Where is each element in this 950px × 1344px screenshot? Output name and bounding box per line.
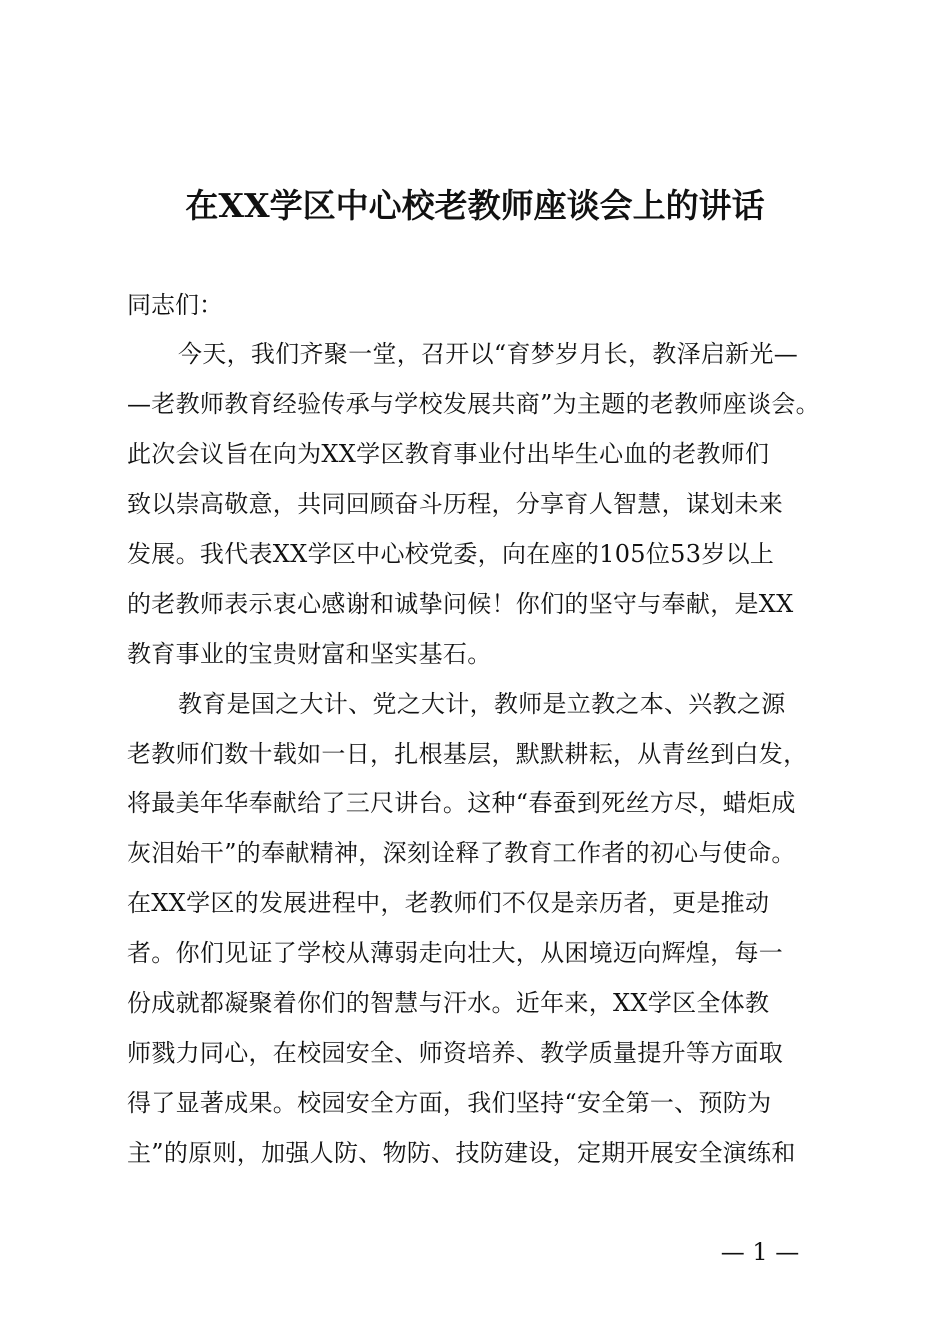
paragraph-1-line-1: 今天，我们齐聚一堂，召开以“育梦岁月长，教泽启新光—: [178, 340, 799, 368]
paragraph-2-line-6: 者。你们见证了学校从薄弱走向壮大，从困境迈向辉煌，每一: [127, 939, 784, 967]
paragraph-2-line-9: 得了显著成果。校园安全方面，我们坚持“安全第一、预防为: [127, 1089, 772, 1117]
paragraph-1-line-6: 的老教师表示衷心感谢和诚挚问候！你们的坚守与奉献，是XX: [127, 590, 794, 618]
paragraph-2-line-2: 老教师们数十载如一日，扎根基层，默默耕耘，从青丝到白发，: [127, 740, 808, 768]
paragraph-1-line-4: 致以崇高敬意，共同回顾奋斗历程，分享育人智慧，谋划未来: [127, 490, 784, 518]
paragraph-1-line-2: —老教师教育经验传承与学校发展共商”为主题的老教师座谈会。: [127, 390, 820, 418]
paragraph-2-line-10: 主”的原则，加强人防、物防、技防建设，定期开展安全演练和: [127, 1139, 796, 1167]
salutation: 同志们：: [127, 291, 223, 319]
paragraph-2-line-1: 教育是国之大计、党之大计，教师是立教之本、兴教之源: [178, 690, 786, 718]
paragraph-2-line-8: 师戮力同心，在校园安全、师资培养、教学质量提升等方面取: [127, 1039, 784, 1067]
page-number: — 1 —: [720, 1238, 800, 1266]
paragraph-2-line-7: 份成就都凝聚着你们的智慧与汗水。近年来，XX学区全体教: [127, 989, 770, 1017]
paragraph-2-line-5: 在XX学区的发展进程中，老教师们不仅是亲历者，更是推动: [127, 889, 770, 917]
document-title: 在XX学区中心校老教师座谈会上的讲话: [185, 186, 765, 225]
paragraph-2-line-3: 将最美年华奉献给了三尺讲台。这种“春蚕到死丝方尽，蜡炬成: [127, 789, 796, 817]
paragraph-1-line-7: 教育事业的宝贵财富和坚实基石。: [127, 640, 492, 668]
paragraph-1-line-5: 发展。我代表XX学区中心校党委，向在座的105位53岁以上: [127, 540, 775, 568]
paragraph-2-line-4: 灰泪始干”的奉献精神，深刻诠释了教育工作者的初心与使命。: [127, 839, 796, 867]
paragraph-1-line-3: 此次会议旨在向为XX学区教育事业付出毕生心血的老教师们: [127, 440, 770, 468]
